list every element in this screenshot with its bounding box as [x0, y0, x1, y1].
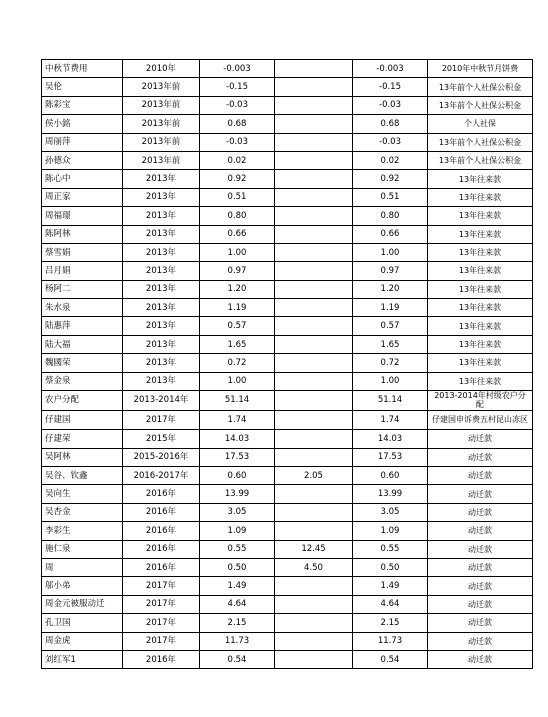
balance-cell[interactable]: 0.66 [353, 225, 428, 243]
note-cell[interactable]: 13年前个人社保公积金 [428, 133, 533, 151]
year-cell[interactable]: 2013年 [123, 317, 200, 335]
table-row [42, 614, 533, 632]
value-cell[interactable]: 0.51 [200, 188, 275, 206]
table-row [42, 372, 533, 390]
balance-cell[interactable]: 1.19 [353, 299, 428, 317]
extra-value-cell[interactable] [275, 133, 353, 151]
year-cell[interactable]: 2013年 [123, 335, 200, 353]
table-row [42, 410, 533, 430]
name-cell[interactable]: 中秋节费用 [42, 60, 123, 78]
note-cell[interactable]: 13年往来款 [428, 372, 533, 390]
balance-cell[interactable]: 0.02 [353, 151, 428, 169]
table-row [42, 558, 533, 576]
value-cell[interactable]: 1.74 [200, 410, 275, 430]
name-cell[interactable]: 施仁泉 [42, 540, 123, 558]
name-cell[interactable]: 仔建荣 [42, 430, 123, 448]
year-cell[interactable]: 2013年 [123, 170, 200, 188]
balance-cell[interactable]: 4.64 [353, 595, 428, 613]
year-cell[interactable]: 2013年 [123, 188, 200, 206]
year-cell[interactable]: 2013年前 [123, 133, 200, 151]
extra-value-cell[interactable] [275, 60, 353, 78]
balance-cell[interactable]: -0.03 [353, 96, 428, 114]
note-cell[interactable]: 动迁款 [428, 614, 533, 632]
table-row [42, 225, 533, 243]
year-cell[interactable]: 2013年 [123, 372, 200, 390]
balance-cell[interactable]: 14.03 [353, 430, 428, 448]
extra-value-cell[interactable] [275, 335, 353, 353]
value-cell[interactable]: 0.55 [200, 540, 275, 558]
table-row [42, 60, 533, 78]
year-cell[interactable]: 2013年 [123, 262, 200, 280]
table-row [42, 133, 533, 151]
name-cell[interactable]: 周正家 [42, 188, 123, 206]
note-cell[interactable]: 动迁款 [428, 632, 533, 650]
value-cell[interactable]: 1.00 [200, 372, 275, 390]
value-cell[interactable]: 0.02 [200, 151, 275, 169]
extra-value-cell[interactable] [275, 151, 353, 169]
year-cell[interactable]: 2017年 [123, 614, 200, 632]
name-cell[interactable]: 李彩生 [42, 522, 123, 540]
table-row [42, 354, 533, 372]
balance-cell[interactable]: 1.74 [353, 410, 428, 430]
table-row [42, 151, 533, 169]
extra-value-cell[interactable] [275, 410, 353, 430]
name-cell[interactable]: 吴向生 [42, 485, 123, 503]
table-row [42, 650, 533, 668]
balance-cell[interactable]: 3.05 [353, 503, 428, 521]
balance-cell[interactable]: 17.53 [353, 448, 428, 466]
value-cell[interactable]: 1.09 [200, 522, 275, 540]
value-cell[interactable]: 3.05 [200, 503, 275, 521]
balance-cell[interactable]: 0.92 [353, 170, 428, 188]
extra-value-cell[interactable] [275, 372, 353, 390]
year-cell[interactable]: 2013年 [123, 207, 200, 225]
value-cell[interactable]: -0.003 [200, 60, 275, 78]
balance-cell[interactable]: 1.09 [353, 522, 428, 540]
balance-cell[interactable]: 1.00 [353, 243, 428, 261]
value-cell[interactable]: 2.15 [200, 614, 275, 632]
table-row [42, 467, 533, 485]
value-cell[interactable]: 0.54 [200, 650, 275, 668]
table-row [42, 577, 533, 595]
year-cell[interactable]: 2013年 [123, 299, 200, 317]
note-cell[interactable]: 动迁款 [428, 650, 533, 668]
value-cell[interactable]: 13.99 [200, 485, 275, 503]
note-cell[interactable]: 动迁款 [428, 503, 533, 521]
table-row [42, 540, 533, 558]
extra-value-cell[interactable] [275, 391, 353, 411]
value-cell[interactable]: 0.68 [200, 115, 275, 133]
balance-cell[interactable]: 13.99 [353, 485, 428, 503]
balance-cell[interactable]: -0.03 [353, 133, 428, 151]
extra-value-cell[interactable]: 4.50 [275, 558, 353, 576]
table-row [42, 522, 533, 540]
note-cell[interactable]: 13年往来款 [428, 243, 533, 261]
table-row [42, 299, 533, 317]
note-cell[interactable]: 动迁款 [428, 448, 533, 466]
note-cell[interactable]: 13年前个人社保公积金 [428, 78, 533, 96]
balance-cell[interactable]: 0.97 [353, 262, 428, 280]
table-row [42, 503, 533, 521]
table-row [42, 391, 533, 411]
name-cell[interactable]: 蔡金泉 [42, 372, 123, 390]
year-cell[interactable]: 2013年前 [123, 151, 200, 169]
extra-value-cell[interactable] [275, 577, 353, 595]
year-cell[interactable]: 2013年前 [123, 78, 200, 96]
extra-value-cell[interactable] [275, 262, 353, 280]
value-cell[interactable]: -0.15 [200, 78, 275, 96]
balance-cell[interactable]: -0.15 [353, 78, 428, 96]
name-cell[interactable]: 陈彩宝 [42, 96, 123, 114]
value-cell[interactable]: 17.53 [200, 448, 275, 466]
value-cell[interactable]: 51.14 [200, 391, 275, 411]
extra-value-cell[interactable] [275, 632, 353, 650]
year-cell[interactable]: 2013年 [123, 243, 200, 261]
note-cell[interactable]: 13年往来款 [428, 335, 533, 353]
note-cell[interactable]: 动迁款 [428, 577, 533, 595]
year-cell[interactable]: 2016年 [123, 485, 200, 503]
name-cell[interactable]: 朱水泉 [42, 299, 123, 317]
note-cell[interactable]: 2010年中秋节月饼费 [428, 60, 533, 78]
value-cell[interactable]: 1.19 [200, 299, 275, 317]
value-cell[interactable]: 0.80 [200, 207, 275, 225]
note-cell[interactable]: 动迁款 [428, 485, 533, 503]
year-cell[interactable]: 2016年 [123, 650, 200, 668]
year-cell[interactable]: 2015年 [123, 430, 200, 448]
balance-cell[interactable]: 0.60 [353, 467, 428, 485]
table-row [42, 430, 533, 448]
extra-value-cell[interactable] [275, 78, 353, 96]
balance-cell[interactable]: 2.15 [353, 614, 428, 632]
name-cell[interactable]: 吕月娟 [42, 262, 123, 280]
note-cell[interactable]: 13年往来款 [428, 354, 533, 372]
year-cell[interactable]: 2017年 [123, 577, 200, 595]
note-cell[interactable]: 动迁款 [428, 522, 533, 540]
table-row [42, 207, 533, 225]
table-row [42, 280, 533, 298]
balance-cell[interactable]: 0.50 [353, 558, 428, 576]
year-cell[interactable]: 2013年 [123, 354, 200, 372]
balance-cell[interactable]: 0.68 [353, 115, 428, 133]
year-cell[interactable]: 2016年 [123, 522, 200, 540]
extra-value-cell[interactable] [275, 650, 353, 668]
balance-cell[interactable]: 1.49 [353, 577, 428, 595]
note-cell[interactable]: 13年往来款 [428, 225, 533, 243]
extra-value-cell[interactable] [275, 243, 353, 261]
note-cell[interactable]: 13年往来款 [428, 188, 533, 206]
value-cell[interactable]: 0.50 [200, 558, 275, 576]
note-cell[interactable]: 13年前个人社保公积金 [428, 151, 533, 169]
table-row [42, 96, 533, 114]
value-cell[interactable]: 1.49 [200, 577, 275, 595]
extra-value-cell[interactable] [275, 448, 353, 466]
table-row [42, 317, 533, 335]
name-cell[interactable]: 陈心中 [42, 170, 123, 188]
year-cell[interactable]: 2013年 [123, 280, 200, 298]
balance-cell[interactable]: -0.003 [353, 60, 428, 78]
table-row [42, 188, 533, 206]
note-cell[interactable]: 动迁款 [428, 430, 533, 448]
value-cell[interactable]: 11.73 [200, 632, 275, 650]
note-cell[interactable]: 13年往来款 [428, 299, 533, 317]
year-cell[interactable]: 2010年 [123, 60, 200, 78]
note-cell[interactable]: 动迁款 [428, 558, 533, 576]
name-cell[interactable]: 魏國荣 [42, 354, 123, 372]
balance-cell[interactable]: 0.80 [353, 207, 428, 225]
note-cell[interactable]: 13年往来款 [428, 280, 533, 298]
extra-value-cell[interactable] [275, 354, 353, 372]
value-cell[interactable]: 0.97 [200, 262, 275, 280]
name-cell[interactable]: 农户分配 [42, 391, 123, 411]
note-cell[interactable]: 13年往来款 [428, 170, 533, 188]
name-cell[interactable]: 邬小弟 [42, 577, 123, 595]
year-cell[interactable]: 2016年 [123, 503, 200, 521]
name-cell[interactable]: 孔卫国 [42, 614, 123, 632]
balance-cell[interactable]: 11.73 [353, 632, 428, 650]
extra-value-cell[interactable] [275, 503, 353, 521]
extra-value-cell[interactable] [275, 522, 353, 540]
value-cell[interactable]: -0.03 [200, 133, 275, 151]
name-cell[interactable]: 杨阿二 [42, 280, 123, 298]
value-cell[interactable]: 0.66 [200, 225, 275, 243]
balance-cell[interactable]: 0.51 [353, 188, 428, 206]
balance-cell[interactable]: 1.00 [353, 372, 428, 390]
year-cell[interactable]: 2013年前 [123, 96, 200, 114]
extra-value-cell[interactable]: 12.45 [275, 540, 353, 558]
name-cell[interactable]: 吴伦 [42, 78, 123, 96]
name-cell[interactable]: 周金元被服动迁 [42, 595, 123, 613]
extra-value-cell[interactable] [275, 170, 353, 188]
value-cell[interactable]: 0.57 [200, 317, 275, 335]
year-cell[interactable]: 2017年 [123, 410, 200, 430]
balance-cell[interactable]: 0.72 [353, 354, 428, 372]
note-cell[interactable]: 仔建国申诉费五村昆山冻区 [428, 410, 533, 430]
value-cell[interactable]: 1.20 [200, 280, 275, 298]
balance-cell[interactable]: 1.65 [353, 335, 428, 353]
name-cell[interactable]: 周 [42, 558, 123, 576]
note-cell[interactable]: 13年往来款 [428, 262, 533, 280]
table-row [42, 78, 533, 96]
year-cell[interactable]: 2017年 [123, 632, 200, 650]
extra-value-cell[interactable] [275, 430, 353, 448]
name-cell[interactable]: 陈阿林 [42, 225, 123, 243]
extra-value-cell[interactable]: 2.05 [275, 467, 353, 485]
extra-value-cell[interactable] [275, 595, 353, 613]
name-cell[interactable]: 刘红军1 [42, 650, 123, 668]
extra-value-cell[interactable] [275, 485, 353, 503]
extra-value-cell[interactable] [275, 299, 353, 317]
note-cell[interactable]: 13年往来款 [428, 207, 533, 225]
balance-cell[interactable]: 0.55 [353, 540, 428, 558]
table-row [42, 115, 533, 133]
name-cell[interactable]: 仔建国 [42, 410, 123, 430]
table-row [42, 262, 533, 280]
extra-value-cell[interactable] [275, 225, 353, 243]
balance-cell[interactable]: 0.57 [353, 317, 428, 335]
balance-cell[interactable]: 51.14 [353, 391, 428, 411]
value-cell[interactable]: 0.92 [200, 170, 275, 188]
note-cell[interactable]: 动迁款 [428, 595, 533, 613]
name-cell[interactable]: 周丽萍 [42, 133, 123, 151]
extra-value-cell[interactable] [275, 280, 353, 298]
extra-value-cell[interactable] [275, 614, 353, 632]
note-cell[interactable]: 动迁款 [428, 540, 533, 558]
name-cell[interactable]: 吴谷、钦鑫 [42, 467, 123, 485]
value-cell[interactable]: 14.03 [200, 430, 275, 448]
value-cell[interactable]: 0.60 [200, 467, 275, 485]
balance-cell[interactable]: 1.20 [353, 280, 428, 298]
note-cell[interactable]: 动迁款 [428, 467, 533, 485]
year-cell[interactable]: 2016年 [123, 540, 200, 558]
year-cell[interactable]: 2017年 [123, 595, 200, 613]
table-body [42, 60, 533, 669]
year-cell[interactable]: 2015-2016年 [123, 448, 200, 466]
note-cell[interactable]: 13年前个人社保公积金 [428, 96, 533, 114]
table-row [42, 632, 533, 650]
name-cell[interactable]: 周福璟 [42, 207, 123, 225]
extra-value-cell[interactable] [275, 188, 353, 206]
name-cell[interactable]: 蔡雪娟 [42, 243, 123, 261]
name-cell[interactable]: 吴阿林 [42, 448, 123, 466]
extra-value-cell[interactable] [275, 115, 353, 133]
name-cell[interactable]: 侯小銘 [42, 115, 123, 133]
table-row [42, 243, 533, 261]
year-cell[interactable]: 2016-2017年 [123, 467, 200, 485]
value-cell[interactable]: 0.72 [200, 354, 275, 372]
value-cell[interactable]: 4.64 [200, 595, 275, 613]
name-cell[interactable]: 孙德众 [42, 151, 123, 169]
table-row [42, 485, 533, 503]
spreadsheet-table [41, 59, 533, 669]
extra-value-cell[interactable] [275, 207, 353, 225]
year-cell[interactable]: 2016年 [123, 558, 200, 576]
balance-cell[interactable]: 0.54 [353, 650, 428, 668]
year-cell[interactable]: 2013-2014年 [123, 391, 200, 411]
extra-value-cell[interactable] [275, 96, 353, 114]
value-cell[interactable]: 1.00 [200, 243, 275, 261]
table-row [42, 170, 533, 188]
value-cell[interactable]: 1.65 [200, 335, 275, 353]
extra-value-cell[interactable] [275, 317, 353, 335]
name-cell[interactable]: 陆大福 [42, 335, 123, 353]
name-cell[interactable]: 吴杏金 [42, 503, 123, 521]
name-cell[interactable]: 陆惠萍 [42, 317, 123, 335]
name-cell[interactable]: 周金虎 [42, 632, 123, 650]
note-cell[interactable]: 2013-2014年村级农户分配 [428, 391, 533, 411]
note-cell[interactable]: 13年往来款 [428, 317, 533, 335]
table-row [42, 595, 533, 613]
value-cell[interactable]: -0.03 [200, 96, 275, 114]
year-cell[interactable]: 2013年 [123, 225, 200, 243]
table-row [42, 335, 533, 353]
year-cell[interactable]: 2013年前 [123, 115, 200, 133]
table-row [42, 448, 533, 466]
note-cell[interactable]: 个人社保 [428, 115, 533, 133]
